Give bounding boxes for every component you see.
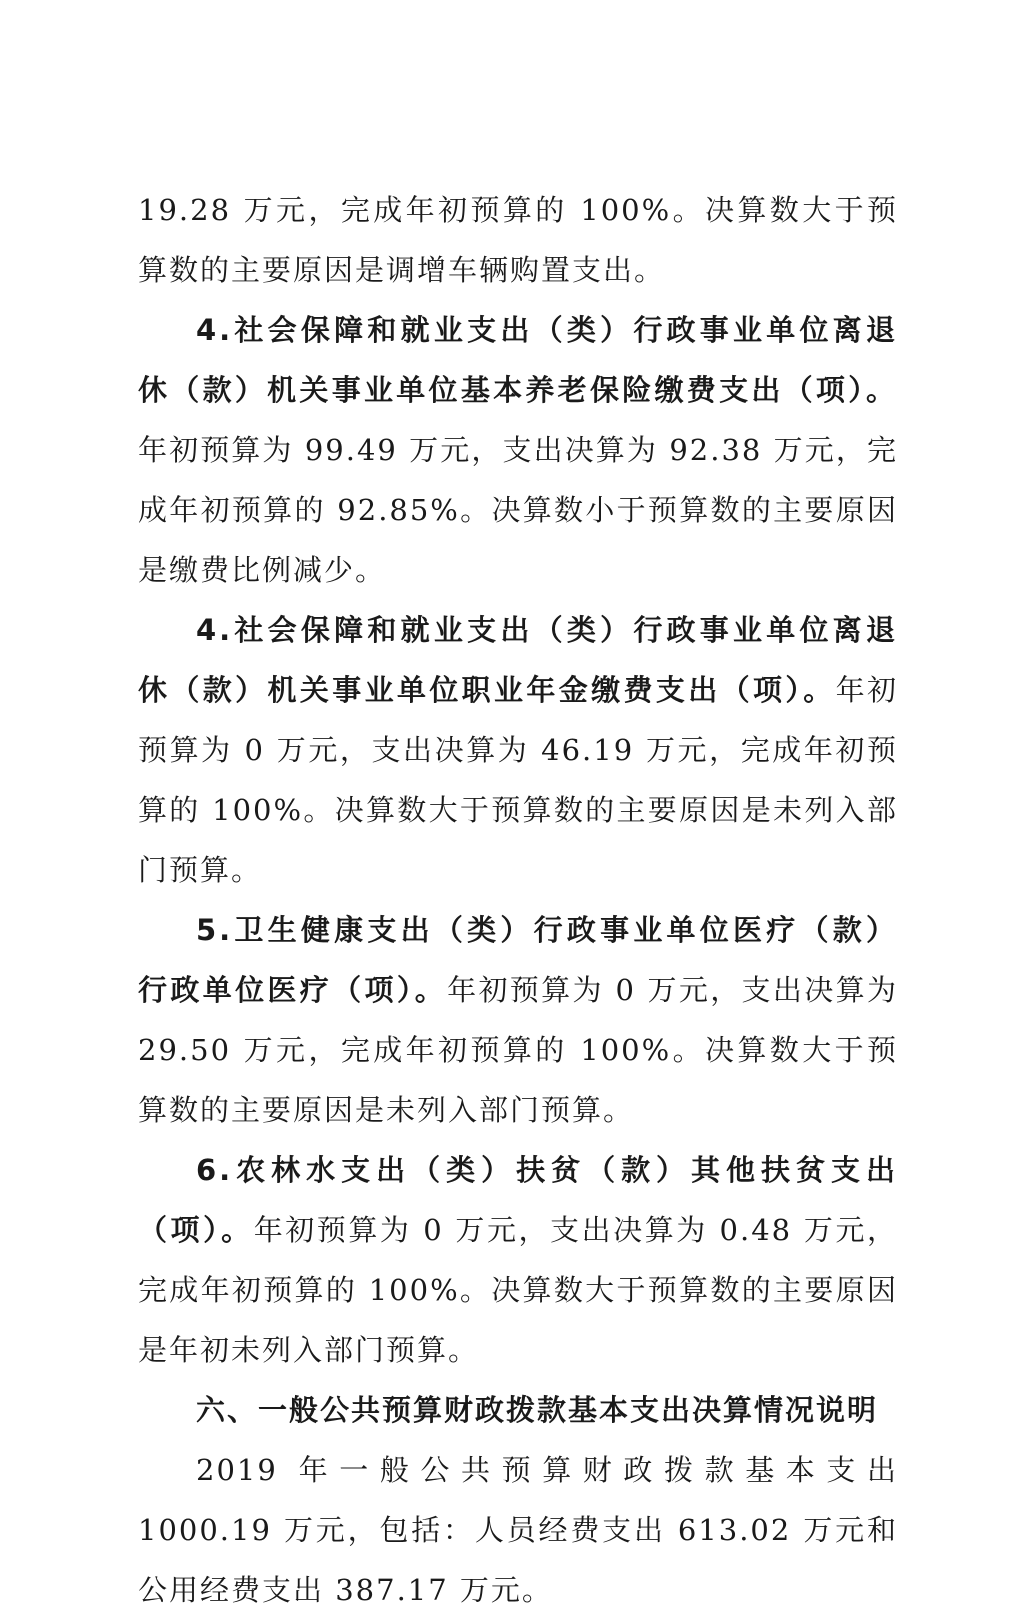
paragraph-3 [138,600,898,900]
paragraph-1 [138,180,898,300]
section-heading: 六、一般公共预算财政拨款基本支出决算情况说明 [196,1393,879,1427]
paragraph-3-text: 年初预算为 0 万元，支出决算为 46.19 万元，完成年初预算的 100%。决算数大于预算数的主要原因是未列入部门预算。 [138,673,898,887]
paragraph-2-text: 年初预算为 99.49 万元，支出决算为 92.38 万元，完成年初预算的 92.85%。决算数小于预算数的主要原因是缴费比例减少。 [138,433,898,587]
document-page [138,180,898,1620]
paragraph-5-text: 年初预算为 0 万元，支出决算为 0.48 万元，完成年初预算的 100%。决算数大于预算数的主要原因是年初未列入部门预算。 [138,1213,898,1367]
paragraph-4-bold-lead: 5.卫生健康支出（类）行政事业单位医疗（款）行政单位医疗（项）。 [138,913,898,1007]
paragraph-2 [138,300,898,600]
paragraph-3-bold-lead: 4.社会保障和就业支出（类）行政事业单位离退休（款）机关事业单位职业年金缴费支出（项）。 [138,613,898,707]
paragraph-5 [138,1140,898,1380]
paragraph-5-bold-lead: 6.农林水支出（类）扶贫（款）其他扶贫支出（项）。 [138,1153,898,1247]
paragraph-4-text: 年初预算为 0 万元，支出决算为 29.50 万元，完成年初预算的 100%。决算数大于预算数的主要原因是未列入部门预算。 [138,973,898,1127]
paragraph-1-text: 19.28 万元，完成年初预算的 100%。决算数大于预算数的主要原因是调增车辆购置支出。 [138,193,898,287]
closing-paragraph: 2019 年一般公共预算财政拨款基本支出 1000.19 万元，包括：人员经费支出 613.02 万元和公用经费支出 387.17 万元。 [138,1453,898,1607]
paragraph-4 [138,900,898,1140]
paragraph-2-bold-lead: 4.社会保障和就业支出（类）行政事业单位离退休（款）机关事业单位基本养老保险缴费支出（项）。 [138,313,898,407]
